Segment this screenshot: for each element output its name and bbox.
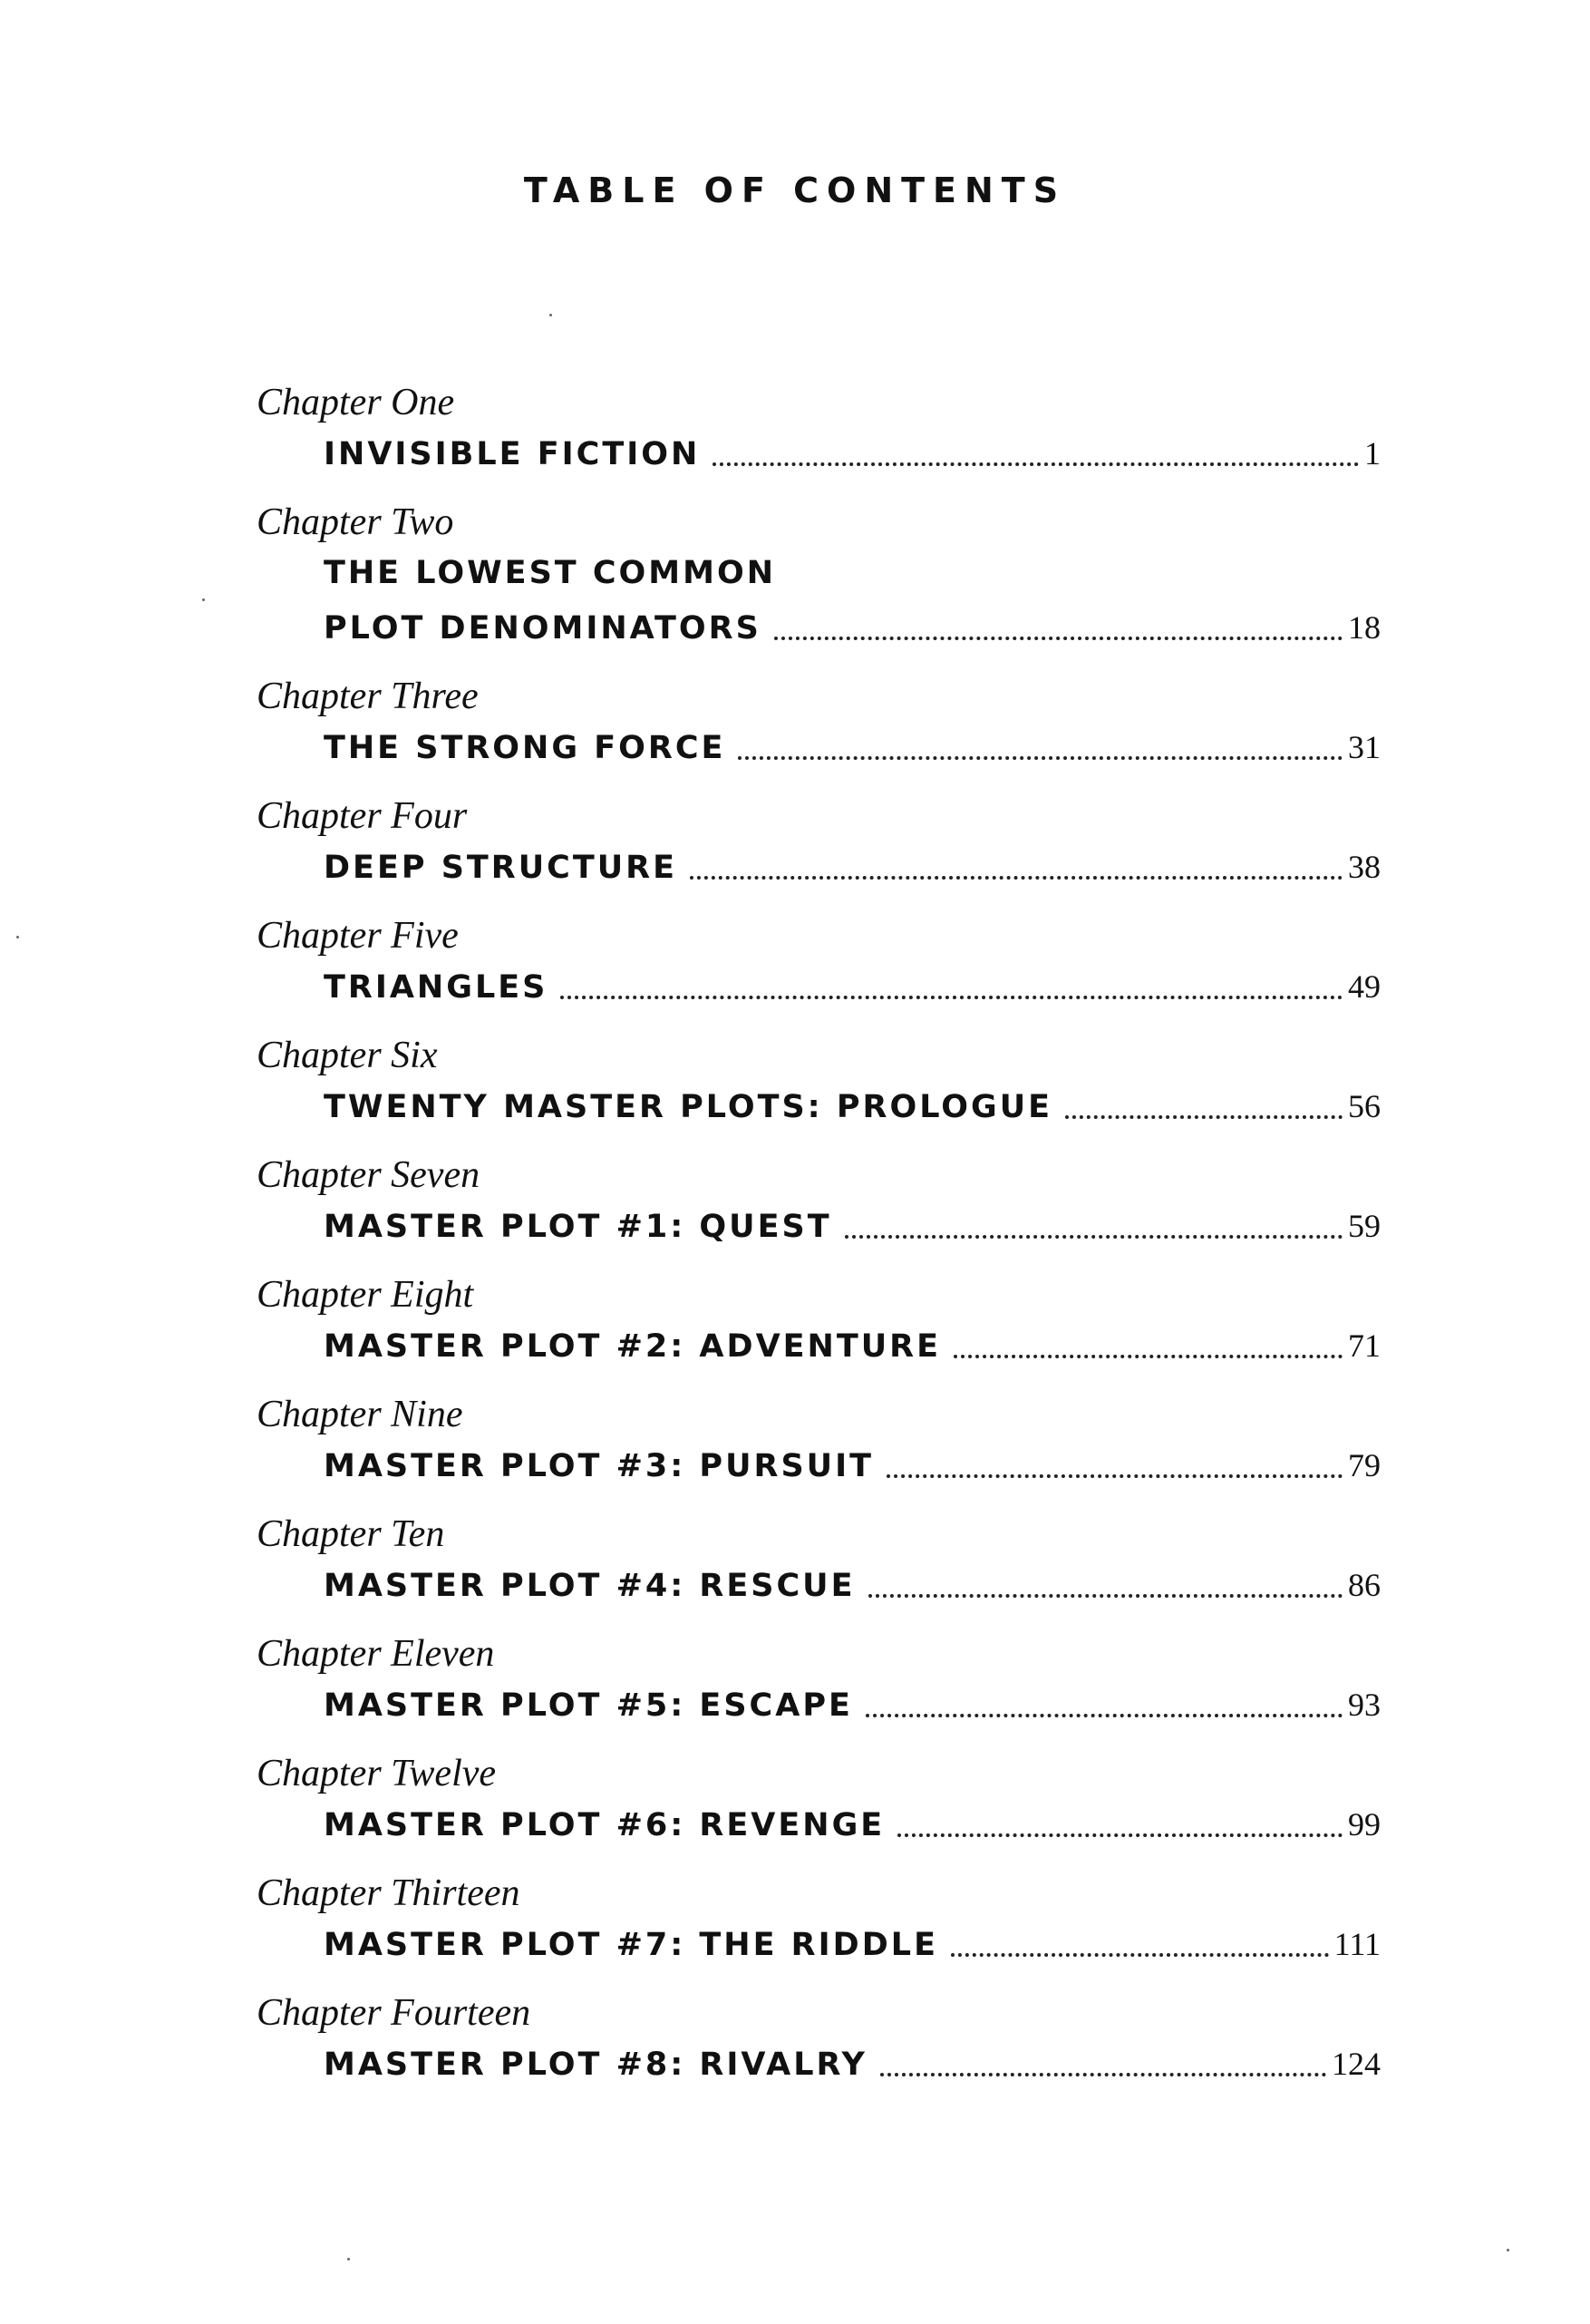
- chapter-title-line: [257, 1917, 1381, 1971]
- toc-entry: [257, 379, 1381, 481]
- dot-leader: [738, 756, 1343, 760]
- chapter-label: Chapter Three: [257, 676, 479, 717]
- page-number: 59: [1348, 1208, 1381, 1244]
- toc-entry: [257, 1989, 1381, 2091]
- dot-leader: [897, 1833, 1343, 1837]
- chapter-title-line: [257, 1199, 1381, 1253]
- chapter-title-line: [257, 1677, 1381, 1732]
- chapter-title: INVISIBLE FICTION: [324, 436, 701, 472]
- toc-entry: [257, 1152, 1381, 1253]
- chapter-label: Chapter Eleven: [257, 1633, 495, 1675]
- chapter-title: TWENTY MASTER PLOTS: PROLOGUE: [324, 1089, 1053, 1125]
- chapter-title: PLOT DENOMINATORS: [324, 610, 761, 647]
- chapter-title-line: [257, 1558, 1381, 1612]
- toc-entry: [257, 1511, 1381, 1612]
- page-number: 124: [1332, 2046, 1381, 2082]
- toc-entry: [257, 1271, 1381, 1373]
- toc-entry: [257, 912, 1381, 1014]
- dot-leader: [866, 1714, 1343, 1717]
- chapter-title-line: [257, 546, 1381, 600]
- page-number: 93: [1348, 1687, 1381, 1723]
- chapter-title-line: [257, 600, 1381, 655]
- page-number: 79: [1348, 1447, 1381, 1483]
- page-number: 18: [1348, 609, 1381, 646]
- dot-leader: [880, 2073, 1326, 2076]
- chapter-label: Chapter Two: [257, 501, 454, 543]
- page-number: 49: [1348, 968, 1381, 1005]
- chapter-title: MASTER PLOT #5: ESCAPE: [324, 1687, 853, 1724]
- dot-leader: [887, 1474, 1343, 1478]
- page-number: 86: [1348, 1567, 1381, 1603]
- chapter-title: TRIANGLES: [324, 969, 548, 1006]
- chapter-label: Chapter Twelve: [257, 1753, 497, 1794]
- dot-leader: [560, 996, 1343, 999]
- toc-heading: TABLE OF CONTENTS: [523, 170, 1067, 210]
- toc-entry: [257, 1391, 1381, 1493]
- toc-entry: [257, 1750, 1381, 1852]
- chapter-title-line: [257, 1797, 1381, 1852]
- page-number: 56: [1348, 1088, 1381, 1124]
- dot-leader: [690, 876, 1343, 880]
- chapter-label: Chapter One: [257, 382, 455, 423]
- page-number: 38: [1348, 849, 1381, 885]
- chapter-title: THE STRONG FORCE: [324, 730, 726, 766]
- dot-leader: [774, 637, 1343, 640]
- chapter-label: Chapter Six: [257, 1035, 438, 1076]
- toc-entry: [257, 1870, 1381, 1971]
- chapter-label: Chapter Four: [257, 795, 468, 837]
- chapter-title-line: [257, 720, 1381, 774]
- page-number: 31: [1348, 729, 1381, 765]
- toc-entry: [257, 1032, 1381, 1133]
- chapter-title: MASTER PLOT #1: QUEST: [324, 1209, 832, 1245]
- chapter-title-line: [257, 2037, 1381, 2091]
- chapter-label: Chapter Nine: [257, 1394, 463, 1435]
- chapter-title: MASTER PLOT #8: RIVALRY: [324, 2047, 868, 2083]
- chapter-title: DEEP STRUCTURE: [324, 850, 678, 886]
- chapter-label: Chapter Ten: [257, 1513, 445, 1555]
- toc-entry: [257, 792, 1381, 894]
- page-number: 111: [1333, 1926, 1381, 1962]
- dot-leader: [713, 462, 1359, 466]
- chapter-title-line: [257, 959, 1381, 1014]
- page-number: 71: [1348, 1327, 1381, 1364]
- dot-leader: [868, 1594, 1343, 1598]
- chapter-label: Chapter Eight: [257, 1274, 474, 1316]
- chapter-label: Chapter Seven: [257, 1154, 480, 1196]
- chapter-title: THE LOWEST COMMON: [324, 555, 776, 591]
- toc-list: [257, 379, 1381, 2109]
- chapter-label: Chapter Fourteen: [257, 1992, 531, 2034]
- dot-leader: [951, 1953, 1329, 1957]
- chapter-title-line: [257, 1318, 1381, 1373]
- chapter-title-line: [257, 840, 1381, 894]
- page-number: 99: [1348, 1806, 1381, 1843]
- chapter-label: Chapter Thirteen: [257, 1872, 520, 1914]
- page-number: 1: [1364, 435, 1381, 472]
- dot-leader: [1065, 1115, 1343, 1119]
- chapter-title: MASTER PLOT #2: ADVENTURE: [324, 1328, 942, 1365]
- chapter-title: MASTER PLOT #6: REVENGE: [324, 1807, 886, 1843]
- chapter-label: Chapter Five: [257, 915, 459, 957]
- toc-entry: [257, 499, 1381, 655]
- toc-entry: [257, 673, 1381, 774]
- chapter-title-line: [257, 1079, 1381, 1133]
- chapter-title: MASTER PLOT #7: THE RIDDLE: [324, 1927, 938, 1963]
- chapter-title-line: [257, 1438, 1381, 1493]
- chapter-title: MASTER PLOT #3: PURSUIT: [324, 1448, 874, 1484]
- dot-leader: [845, 1235, 1343, 1239]
- toc-entry: [257, 1630, 1381, 1732]
- chapter-title-line: [257, 426, 1381, 481]
- chapter-title: MASTER PLOT #4: RESCUE: [324, 1568, 856, 1604]
- dot-leader: [954, 1355, 1343, 1358]
